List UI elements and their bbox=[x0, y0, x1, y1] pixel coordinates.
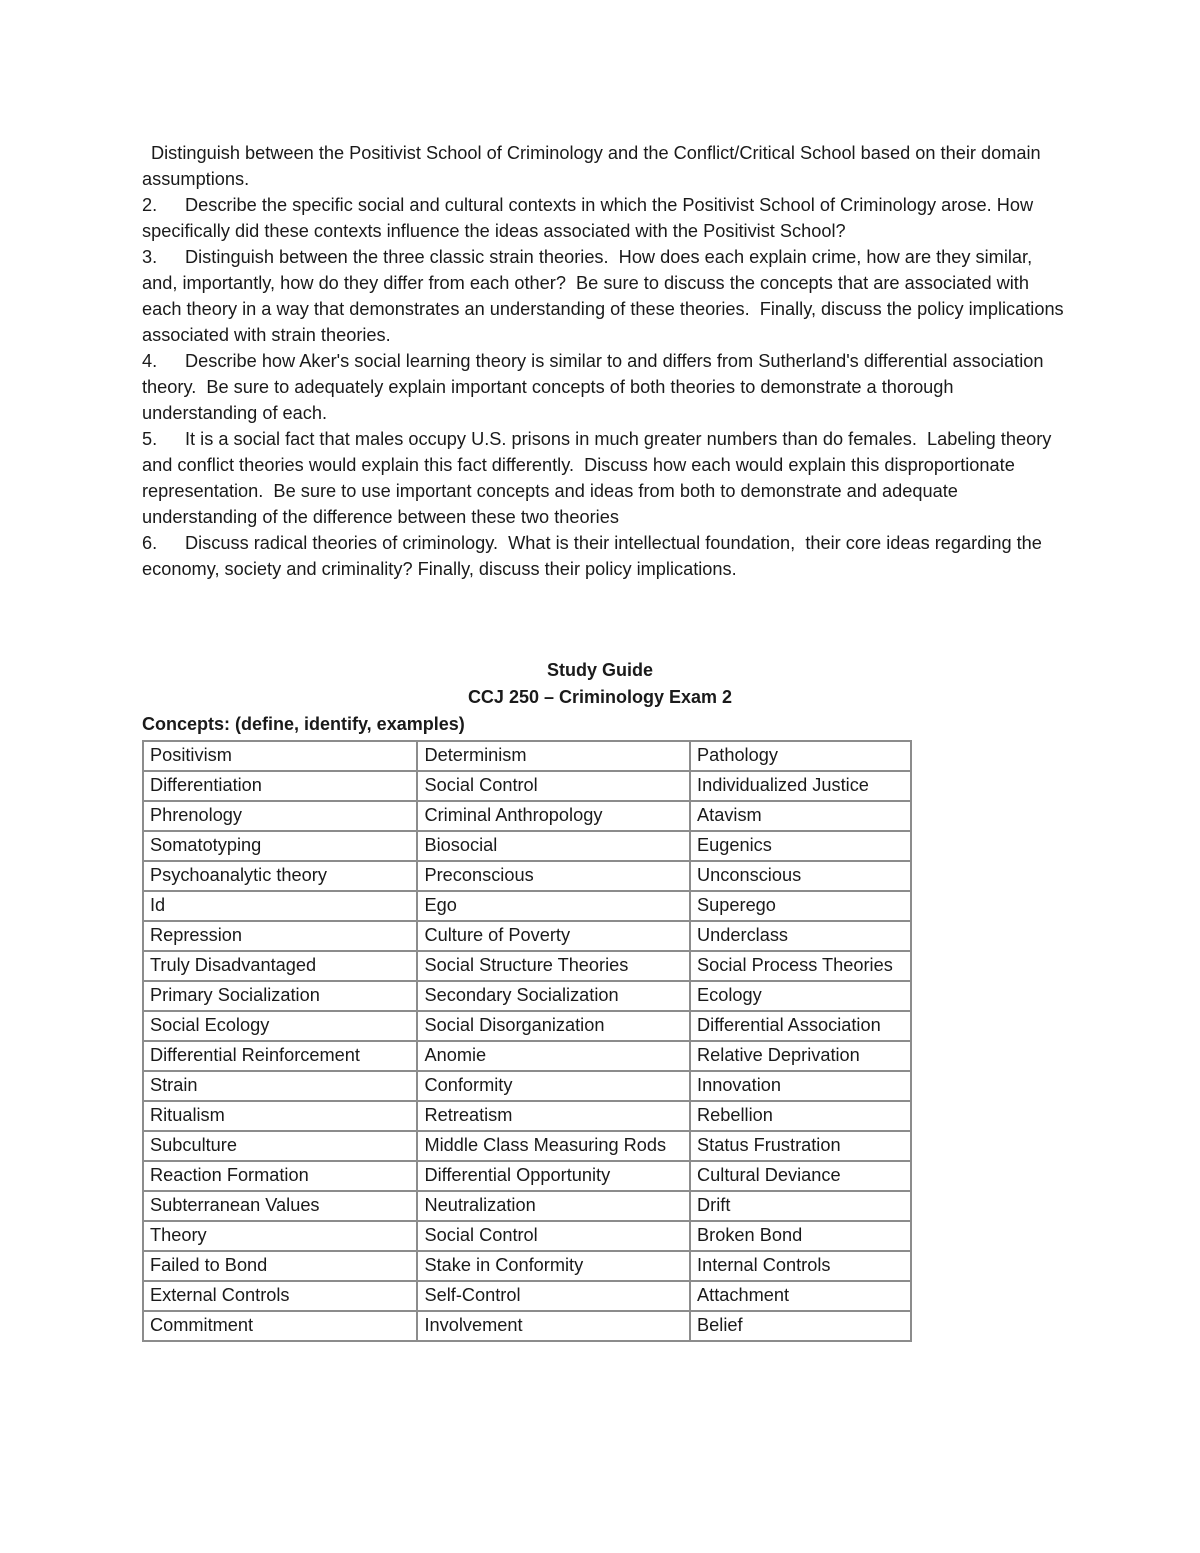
question-text: Describe how Aker's social learning theory is similar to and differs from Sutherland's differential association theory. Be sure to adequately explain important concepts of both theories to demonstrate a thorough understanding of each. bbox=[142, 351, 1049, 423]
table-cell: Preconscious bbox=[417, 861, 690, 891]
table-cell: Underclass bbox=[690, 921, 911, 951]
question-number: 6. bbox=[142, 533, 158, 553]
question-item bbox=[142, 530, 1072, 582]
table-cell: Individualized Justice bbox=[690, 771, 911, 801]
table-row bbox=[143, 921, 911, 951]
table-row bbox=[143, 861, 911, 891]
table-cell: Social Control bbox=[417, 771, 690, 801]
table-cell: Id bbox=[143, 891, 417, 921]
table-cell: Neutralization bbox=[417, 1191, 690, 1221]
question-text: It is a social fact that males occupy U.S. prisons in much greater numbers than do females. Labeling theory and conflict theories would explain this fact differently. Discuss how each would explain this disproportionate representation. Be sure to use important concepts and ideas from both to demonstrate and adequate understanding of the difference between these two theories bbox=[142, 429, 1057, 527]
table-cell: Ritualism bbox=[143, 1101, 417, 1131]
table-row bbox=[143, 741, 911, 771]
table-cell: Retreatism bbox=[417, 1101, 690, 1131]
table-cell: Differentiation bbox=[143, 771, 417, 801]
table-cell: Self-Control bbox=[417, 1281, 690, 1311]
table-row bbox=[143, 801, 911, 831]
table-cell: Atavism bbox=[690, 801, 911, 831]
table-cell: Differential Reinforcement bbox=[143, 1041, 417, 1071]
table-cell: Internal Controls bbox=[690, 1251, 911, 1281]
table-cell: Eugenics bbox=[690, 831, 911, 861]
table-row bbox=[143, 1221, 911, 1251]
table-cell: Pathology bbox=[690, 741, 911, 771]
question-item bbox=[142, 244, 1072, 348]
study-guide bbox=[142, 657, 912, 1342]
table-cell: Subculture bbox=[143, 1131, 417, 1161]
table-cell: Social Structure Theories bbox=[417, 951, 690, 981]
question-item bbox=[142, 192, 1072, 244]
question-number: 5. bbox=[142, 429, 158, 449]
table-row bbox=[143, 981, 911, 1011]
table-cell: External Controls bbox=[143, 1281, 417, 1311]
table-cell: Superego bbox=[690, 891, 911, 921]
table-cell: Determinism bbox=[417, 741, 690, 771]
table-cell: Phrenology bbox=[143, 801, 417, 831]
table-cell: Differential Opportunity bbox=[417, 1161, 690, 1191]
table-cell: Primary Socialization bbox=[143, 981, 417, 1011]
table-cell: Attachment bbox=[690, 1281, 911, 1311]
table-cell: Culture of Poverty bbox=[417, 921, 690, 951]
table-cell: Conformity bbox=[417, 1071, 690, 1101]
table-row bbox=[143, 1251, 911, 1281]
question-text: Discuss radical theories of criminology. What is their intellectual foundation, their core ideas regarding the economy, society and criminality? Finally, discuss their policy implications. bbox=[142, 533, 1047, 579]
question-item bbox=[142, 426, 1072, 530]
table-row bbox=[143, 1101, 911, 1131]
table-cell: Ecology bbox=[690, 981, 911, 1011]
table-cell: Unconscious bbox=[690, 861, 911, 891]
table-cell: Middle Class Measuring Rods bbox=[417, 1131, 690, 1161]
question-1: Distinguish between the Positivist School of Criminology and the Conflict/Critical School based on their domain assumptions. bbox=[142, 143, 1046, 189]
study-guide-title: Study Guide bbox=[546, 660, 653, 680]
essay-questions bbox=[142, 140, 1072, 582]
table-cell: Belief bbox=[690, 1311, 911, 1341]
table-cell: Criminal Anthropology bbox=[417, 801, 690, 831]
table-cell: Biosocial bbox=[417, 831, 690, 861]
table-cell: Status Frustration bbox=[690, 1131, 911, 1161]
question-text: Describe the specific social and cultural contexts in which the Positivist School of Criminology arose. How specifically did these contexts influence the ideas associated with the Positivist School? bbox=[142, 195, 1039, 241]
table-cell: Psychoanalytic theory bbox=[143, 861, 417, 891]
table-cell: Social Ecology bbox=[143, 1011, 417, 1041]
table-cell: Repression bbox=[143, 921, 417, 951]
table-row bbox=[143, 1071, 911, 1101]
table-cell: Anomie bbox=[417, 1041, 690, 1071]
table-cell: Failed to Bond bbox=[143, 1251, 417, 1281]
table-row bbox=[143, 1311, 911, 1341]
table-cell: Reaction Formation bbox=[143, 1161, 417, 1191]
table-cell: Ego bbox=[417, 891, 690, 921]
table-cell: Theory bbox=[143, 1221, 417, 1251]
table-cell: Stake in Conformity bbox=[417, 1251, 690, 1281]
table-cell: Cultural Deviance bbox=[690, 1161, 911, 1191]
question-item bbox=[142, 348, 1072, 426]
table-row bbox=[143, 1191, 911, 1221]
table-cell: Positivism bbox=[143, 741, 417, 771]
table-cell: Broken Bond bbox=[690, 1221, 911, 1251]
table-cell: Relative Deprivation bbox=[690, 1041, 911, 1071]
table-cell: Secondary Socialization bbox=[417, 981, 690, 1011]
table-cell: Differential Association bbox=[690, 1011, 911, 1041]
question-text: Distinguish between the three classic strain theories. How does each explain crime, how are they similar, and, importantly, how do they differ from each other? Be sure to discuss the concepts that are associated with each theory in a way that demonstrates an understanding of these theories. Finally, discuss the policy implications associated with strain theories. bbox=[142, 247, 1069, 345]
question-number: 3. bbox=[142, 247, 158, 267]
table-cell: Social Disorganization bbox=[417, 1011, 690, 1041]
table-row bbox=[143, 771, 911, 801]
table-row bbox=[143, 1131, 911, 1161]
table-cell: Drift bbox=[690, 1191, 911, 1221]
concepts-table bbox=[142, 740, 912, 1342]
question-number: 2. bbox=[142, 195, 158, 215]
table-cell: Subterranean Values bbox=[143, 1191, 417, 1221]
table-row bbox=[143, 831, 911, 861]
table-row bbox=[143, 1041, 911, 1071]
concepts-label: Concepts: (define, identify, examples) bbox=[142, 714, 465, 734]
study-guide-subtitle: CCJ 250 – Criminology Exam 2 bbox=[467, 687, 733, 707]
table-row bbox=[143, 951, 911, 981]
table-cell: Commitment bbox=[143, 1311, 417, 1341]
table-cell: Truly Disadvantaged bbox=[143, 951, 417, 981]
table-cell: Strain bbox=[143, 1071, 417, 1101]
table-cell: Social Process Theories bbox=[690, 951, 911, 981]
table-row bbox=[143, 1281, 911, 1311]
table-cell: Somatotyping bbox=[143, 831, 417, 861]
table-row bbox=[143, 1161, 911, 1191]
table-row bbox=[143, 891, 911, 921]
table-cell: Rebellion bbox=[690, 1101, 911, 1131]
table-cell: Innovation bbox=[690, 1071, 911, 1101]
table-row bbox=[143, 1011, 911, 1041]
question-number: 4. bbox=[142, 351, 158, 371]
table-cell: Involvement bbox=[417, 1311, 690, 1341]
table-cell: Social Control bbox=[417, 1221, 690, 1251]
